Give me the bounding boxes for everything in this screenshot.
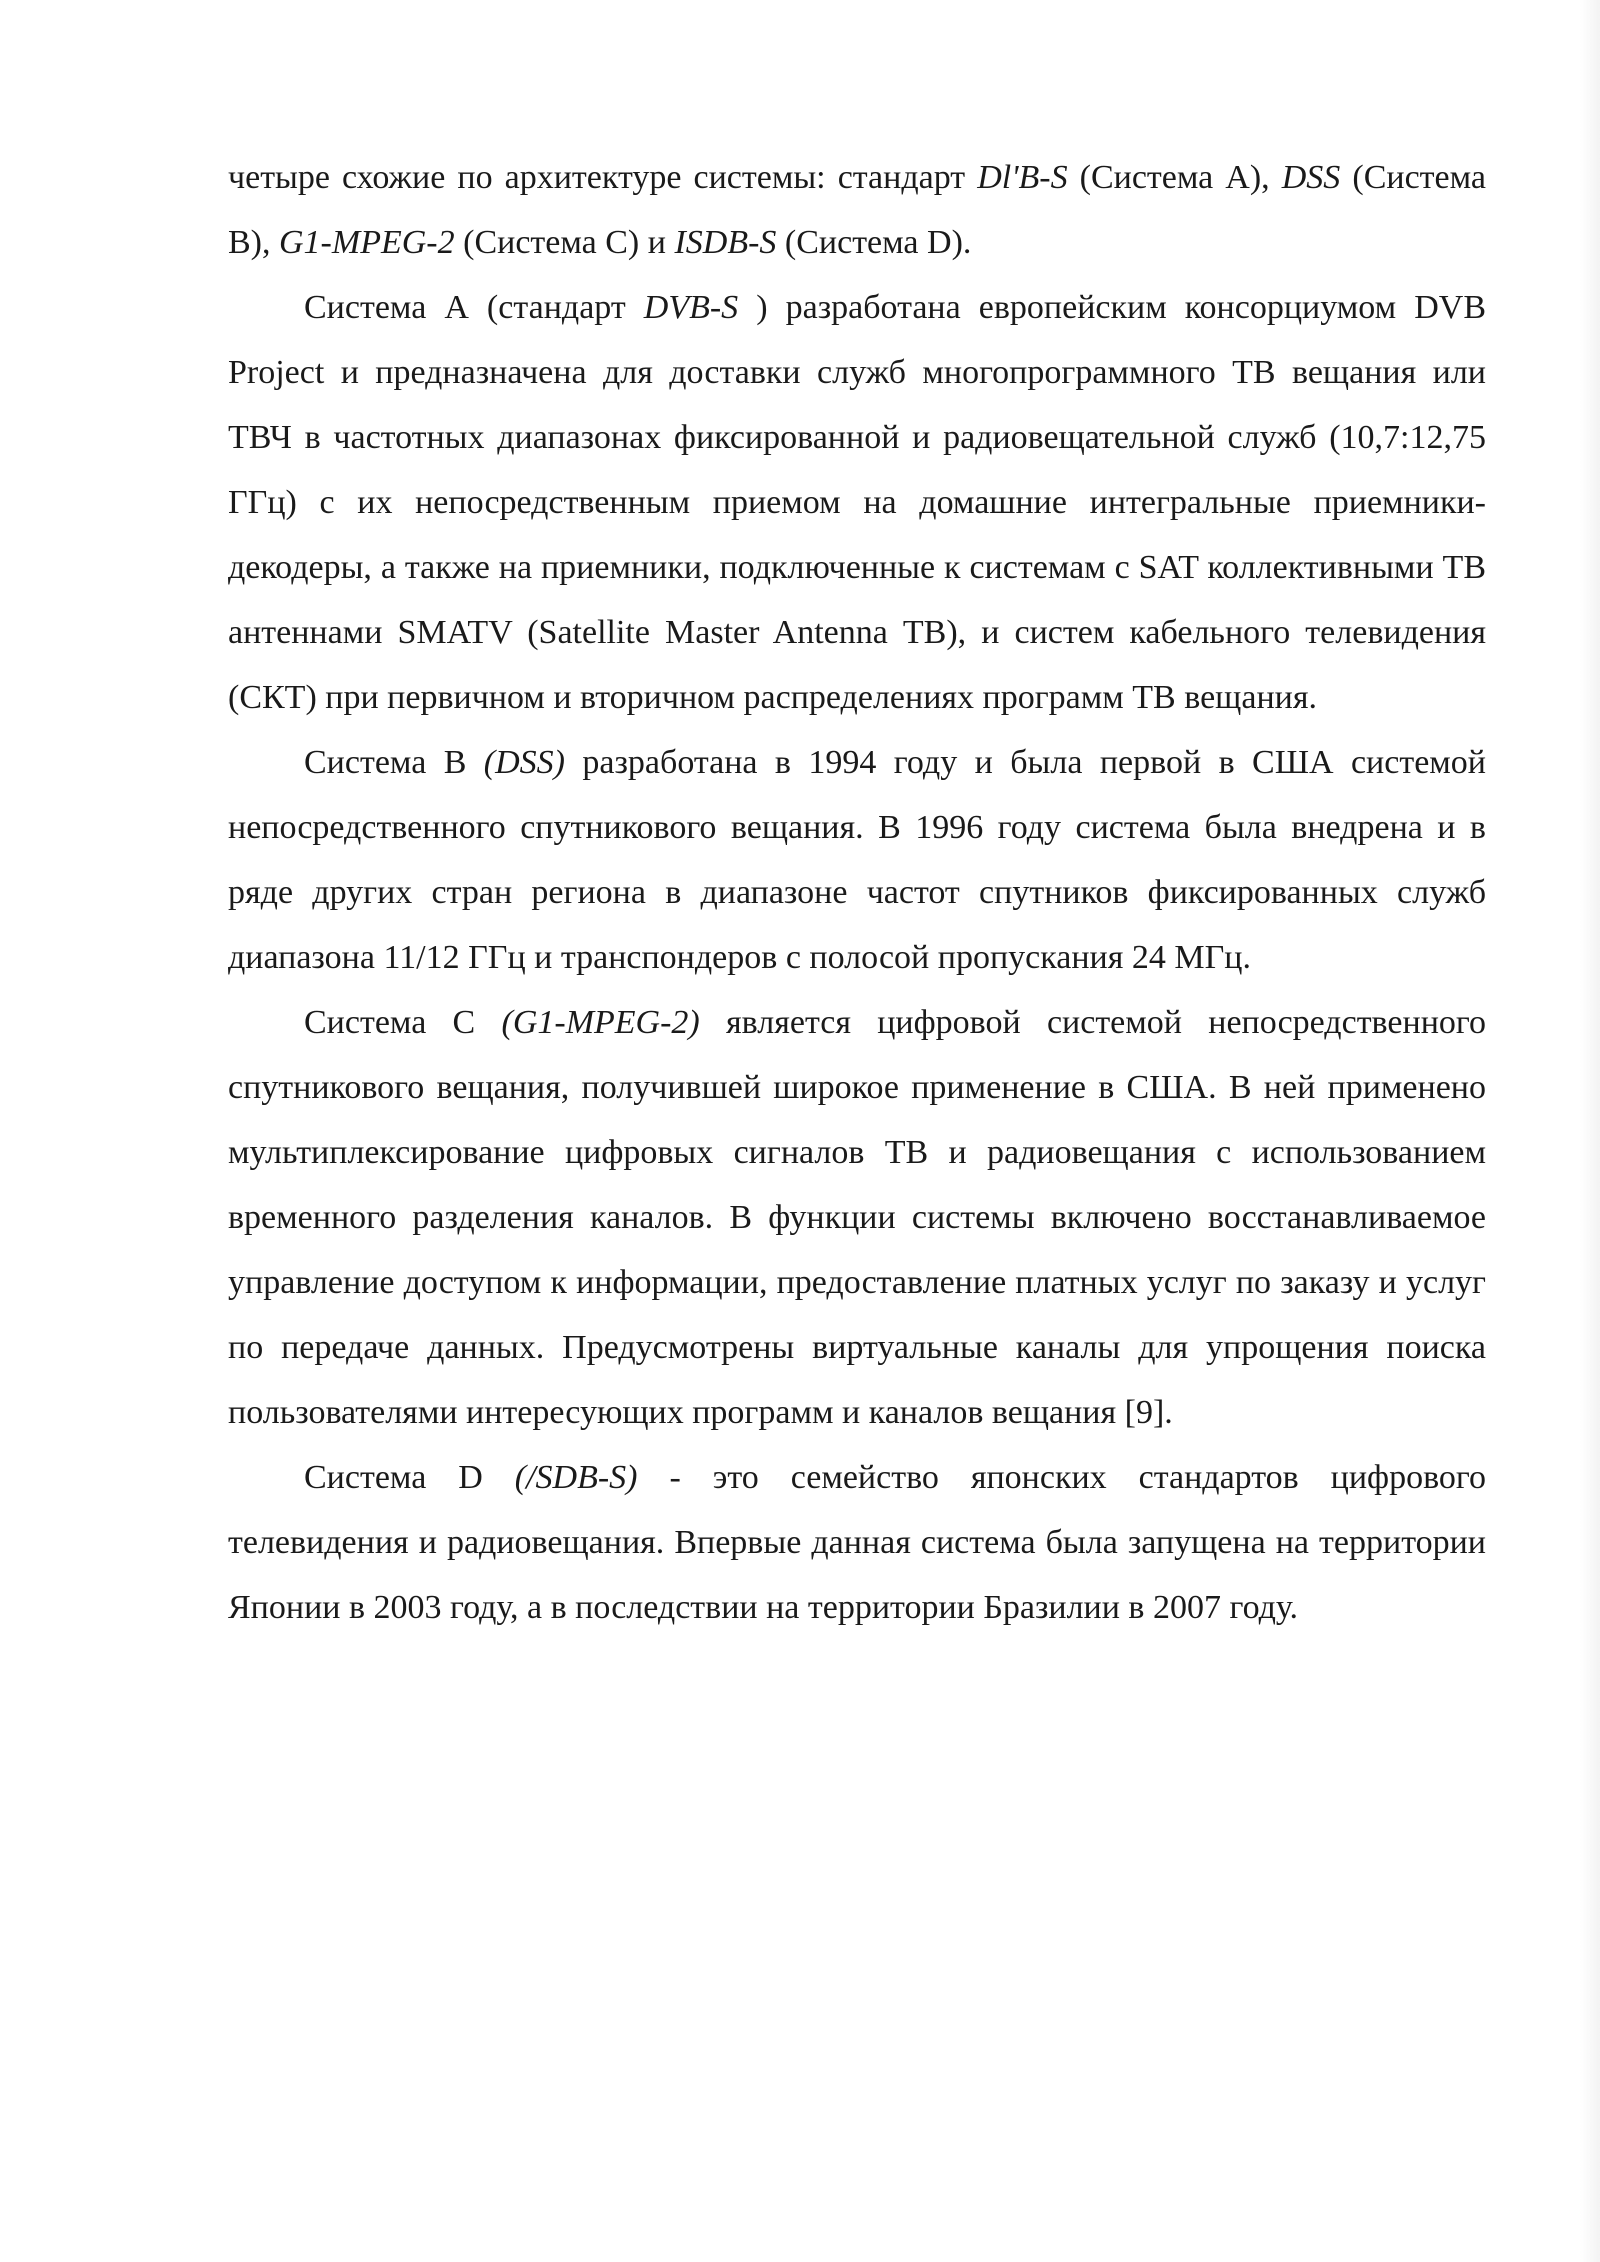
- text-segment: - это семейство японских стандартов цифрового телевидения и радиовещания. Впервые данная система была запущена на территории Японии в 2003 году, а в последствии на территории Бразилии в 2007 году.: [228, 1459, 1486, 1626]
- text-segment-italic: (/SDB-S): [514, 1459, 638, 1496]
- text-segment: Система С: [304, 1004, 502, 1041]
- text-segment-italic: DVB-S: [643, 289, 739, 326]
- paragraph-systems-intro: [228, 145, 1486, 275]
- text-segment: ) разработана европейским консорциумом DVB Project и предназначена для доставки служб многопрограммного ТВ вещания или ТВЧ в частотных диапазонах фиксированной и радиовещательной служб (10,7:12,75 ГГц) с их непосредственным приемом на домашние интегральные приемники-декодеры, а также на приемники, подключенные к системам с SAT коллективными ТВ антеннами SMATV (Satellite Master Antenna ТВ), и систем кабельного телевидения (СКТ) при первичном и вторичном распределениях программ ТВ вещания.: [228, 289, 1486, 716]
- text-segment: разработана в 1994 году и была первой в США системой непосредственного спутникового вещания. В 1996 году система была внедрена и в ряде других стран региона в диапазоне частот спутников фиксированных служб диапазона 11/12 ГГц и транспондеров с полосой пропускания 24 МГц.: [228, 744, 1487, 976]
- text-segment: (Система D).: [776, 224, 972, 261]
- paragraph-system-c: [228, 990, 1486, 1445]
- paragraph-system-b: [228, 730, 1486, 990]
- text-segment: Система А (стандарт: [304, 289, 644, 326]
- text-segment: является цифровой системой непосредственного спутникового вещания, получившей широкое применение в США. В ней применено мультиплексирование цифровых сигналов ТВ и радиовещания с использованием временного разделения каналов. В функции системы включено восстанавливаемое управление доступом к информации, предоставление платных услуг по заказу и услуг по передаче данных. Предусмотрены виртуальные каналы для упрощения поиска пользователями интересующих программ и каналов вещания [9].: [228, 1004, 1486, 1431]
- text-segment-italic: Dl'B-S: [977, 159, 1068, 196]
- text-segment: (Система A),: [1067, 159, 1282, 196]
- page-edge-shadow: [1580, 0, 1600, 2262]
- text-segment-italic: (G1-MPEG-2): [501, 1004, 700, 1041]
- document-page: [228, 145, 1486, 1640]
- text-segment: (Система B),: [228, 159, 1486, 261]
- paragraph-system-a: [228, 275, 1486, 730]
- text-segment: четыре схожие по архитектуре системы: стандарт: [228, 159, 978, 196]
- text-segment-italic: G1-MPEG-2: [279, 224, 455, 261]
- text-segment: (Система C) и: [454, 224, 675, 261]
- text-segment-italic: DSS: [1281, 159, 1341, 196]
- text-segment-italic: ISDB-S: [674, 224, 777, 261]
- text-segment-italic: (DSS): [483, 744, 565, 781]
- paragraph-system-d: [228, 1445, 1486, 1640]
- text-segment: Система D: [304, 1459, 515, 1496]
- text-segment: Система В: [304, 744, 484, 781]
